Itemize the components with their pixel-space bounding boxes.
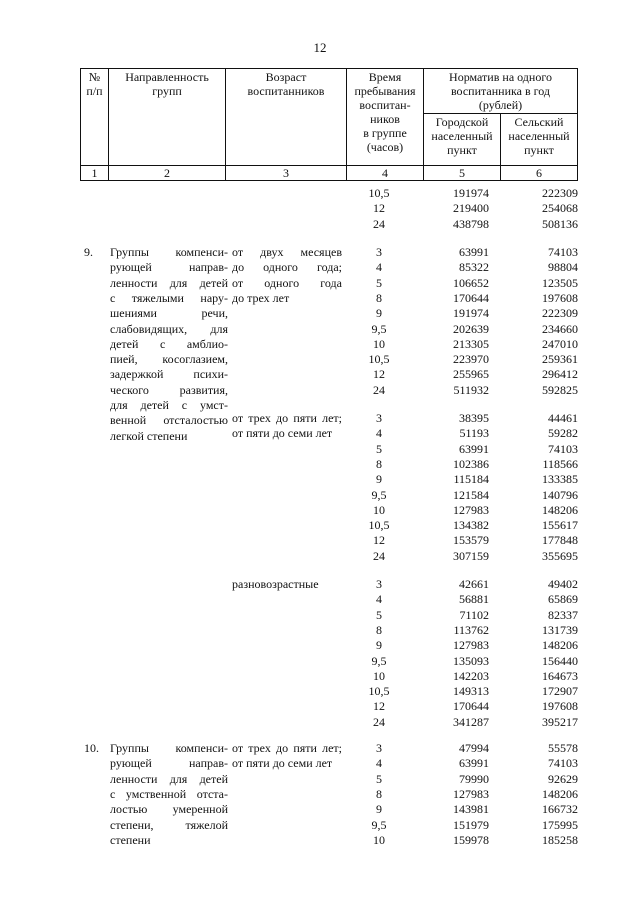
age-group-line: от трех до пяти лет; <box>232 411 342 425</box>
rural-norm-cell: 118566 <box>542 456 578 471</box>
urban-norm-cell: 71102 <box>459 607 489 622</box>
header-col-number: № п/п <box>81 69 109 166</box>
rural-norm-cell: 74103 <box>548 756 578 771</box>
age-group-line: от пяти до семи лет <box>232 426 333 441</box>
stay-hours-cell: 12 <box>373 201 385 216</box>
rural-norm-cell: 166732 <box>542 802 578 817</box>
rural-norm-cell: 395217 <box>542 714 578 729</box>
stay-hours-cell: 12 <box>373 367 385 382</box>
header-col-age: Возраст воспитанников <box>226 69 347 166</box>
urban-norm-cell: 307159 <box>453 548 489 563</box>
stay-hours-cell: 9,5 <box>371 487 387 502</box>
rural-norm-cell: 65869 <box>548 592 578 607</box>
urban-norm-cell: 142203 <box>453 668 489 683</box>
group-direction-line: пией, косоглазием, <box>110 352 228 367</box>
rural-norm-cell: 131739 <box>542 622 578 637</box>
urban-norm-cell: 115184 <box>453 472 489 487</box>
stay-hours-cell: 10,5 <box>368 684 390 699</box>
group-direction-line: рующей направ- <box>110 260 228 275</box>
rural-norm-cell: 74103 <box>548 441 578 456</box>
group-direction-line: венной отсталостью <box>110 413 228 428</box>
urban-norm-cell: 127983 <box>453 638 489 653</box>
page-number: 12 <box>313 40 327 55</box>
age-group-line: разновозрастные <box>232 577 319 591</box>
stay-hours-cell: 9,5 <box>371 321 387 336</box>
rural-norm-cell: 222309 <box>542 306 578 321</box>
stay-hours-cell: 5 <box>376 771 382 786</box>
group-direction-line: задержкой психи- <box>110 367 228 382</box>
urban-norm-cell: 85322 <box>459 260 489 275</box>
urban-norm-cell: 121584 <box>453 487 489 502</box>
rural-norm-cell: 197608 <box>542 290 578 305</box>
rural-norm-cell: 148206 <box>542 502 578 517</box>
urban-norm-cell: 191974 <box>453 186 489 200</box>
urban-norm-cell: 153579 <box>453 533 489 548</box>
rural-norm-cell: 592825 <box>542 382 578 397</box>
rural-norm-cell: 123505 <box>542 275 578 290</box>
stay-hours-cell: 8 <box>376 786 382 801</box>
stay-hours-cell: 10 <box>373 832 385 847</box>
stay-hours-cell: 9 <box>376 472 382 487</box>
stay-hours-cell: 8 <box>376 622 382 637</box>
stay-hours-cell: 10 <box>373 502 385 517</box>
stay-hours-cell: 5 <box>376 607 382 622</box>
group-direction-line: степени <box>110 832 151 847</box>
rural-norm-cell: 177848 <box>542 533 578 548</box>
stay-hours-cell: 12 <box>373 533 385 548</box>
urban-norm-cell: 102386 <box>453 456 489 471</box>
header-col-urban: Городской населенный пункт <box>424 114 501 166</box>
rural-norm-cell: 55578 <box>548 741 578 755</box>
rural-norm-cell: 59282 <box>548 426 578 441</box>
age-group-line: от одного года <box>232 275 342 290</box>
stay-hours-cell: 10,5 <box>368 352 390 367</box>
group-direction-line: ленности для детей <box>110 275 228 290</box>
header-col-rural: Сельский населенный пункт <box>501 114 578 166</box>
rural-norm-cell: 175995 <box>542 817 578 832</box>
urban-norm-cell: 113762 <box>453 622 489 637</box>
rural-norm-cell: 259361 <box>542 352 578 367</box>
group-direction-line: степени, тяжелой <box>110 817 228 832</box>
urban-norm-cell: 42661 <box>459 577 489 591</box>
rural-norm-cell: 92629 <box>548 771 578 786</box>
group-direction-line: слабовидящих, для <box>110 321 228 336</box>
rural-norm-cell: 49402 <box>548 577 578 591</box>
header-norm: Норматив на одного воспитанника в год (рублей) <box>424 69 578 114</box>
group-direction-line: легкой степени <box>110 428 188 443</box>
stay-hours-cell: 4 <box>376 260 382 275</box>
rural-norm-cell: 222309 <box>542 186 578 200</box>
rural-norm-cell: 148206 <box>542 786 578 801</box>
group-direction-line: детей с амблио- <box>110 336 228 351</box>
stay-hours-cell: 4 <box>376 756 382 771</box>
urban-norm-cell: 143981 <box>453 802 489 817</box>
group-direction-line: с умственной отста- <box>110 786 228 801</box>
urban-norm-cell: 151979 <box>453 817 489 832</box>
group-direction-line: ческого развития, <box>110 382 228 397</box>
urban-norm-cell: 106652 <box>453 275 489 290</box>
urban-norm-cell: 438798 <box>453 216 489 231</box>
stay-hours-cell: 9,5 <box>371 653 387 668</box>
urban-norm-cell: 56881 <box>459 592 489 607</box>
group-direction-line: рующей направ- <box>110 756 228 771</box>
header-col-time: Время пребывания воспитан- ников в группе (часов) <box>347 69 424 166</box>
stay-hours-cell: 9,5 <box>371 817 387 832</box>
stay-hours-cell: 4 <box>376 426 382 441</box>
stay-hours-cell: 10 <box>373 336 385 351</box>
stay-hours-cell: 3 <box>376 741 382 755</box>
rural-norm-cell: 164673 <box>542 668 578 683</box>
urban-norm-cell: 255965 <box>453 367 489 382</box>
group-number: 10. <box>84 741 99 755</box>
column-number-row: 1 2 3 4 5 6 <box>81 166 578 181</box>
stay-hours-cell: 10,5 <box>368 186 390 200</box>
stay-hours-cell: 3 <box>376 245 382 259</box>
urban-norm-cell: 170644 <box>453 290 489 305</box>
rural-norm-cell: 155617 <box>542 518 578 533</box>
stay-hours-cell: 24 <box>373 382 385 397</box>
urban-norm-cell: 191974 <box>453 306 489 321</box>
urban-norm-cell: 63991 <box>459 756 489 771</box>
group-direction-line: с тяжелыми нару- <box>110 290 228 305</box>
age-group-line: от пяти до семи лет <box>232 756 333 771</box>
stay-hours-cell: 8 <box>376 456 382 471</box>
rural-norm-cell: 140796 <box>542 487 578 502</box>
rural-norm-cell: 296412 <box>542 367 578 382</box>
group-direction-line: шениями речи, <box>110 306 228 321</box>
rural-norm-cell: 508136 <box>542 216 578 231</box>
stay-hours-cell: 24 <box>373 548 385 563</box>
rural-norm-cell: 254068 <box>542 201 578 216</box>
stay-hours-cell: 12 <box>373 699 385 714</box>
rural-norm-cell: 156440 <box>542 653 578 668</box>
urban-norm-cell: 219400 <box>453 201 489 216</box>
urban-norm-cell: 135093 <box>453 653 489 668</box>
stay-hours-cell: 8 <box>376 290 382 305</box>
group-direction-line: Группы компенси- <box>110 741 228 755</box>
stay-hours-cell: 10 <box>373 668 385 683</box>
group-direction-line: лостью умеренной <box>110 802 228 817</box>
stay-hours-cell: 10,5 <box>368 518 390 533</box>
age-group-line: до трех лет <box>232 290 290 305</box>
urban-norm-cell: 79990 <box>459 771 489 786</box>
rural-norm-cell: 44461 <box>548 411 578 425</box>
rural-norm-cell: 82337 <box>548 607 578 622</box>
urban-norm-cell: 341287 <box>453 714 489 729</box>
urban-norm-cell: 149313 <box>453 684 489 699</box>
group-direction-line: Группы компенси- <box>110 245 228 259</box>
urban-norm-cell: 47994 <box>459 741 489 755</box>
group-direction-line: ленности для детей <box>110 771 228 786</box>
group-number: 9. <box>84 245 93 259</box>
rural-norm-cell: 74103 <box>548 245 578 259</box>
header-col-direction: Направленность групп <box>109 69 226 166</box>
stay-hours-cell: 24 <box>373 714 385 729</box>
rural-norm-cell: 133385 <box>542 472 578 487</box>
rural-norm-cell: 148206 <box>542 638 578 653</box>
stay-hours-cell: 4 <box>376 592 382 607</box>
age-group-line: до одного года; <box>232 260 342 275</box>
urban-norm-cell: 51193 <box>459 426 489 441</box>
stay-hours-cell: 24 <box>373 216 385 231</box>
stay-hours-cell: 9 <box>376 638 382 653</box>
rural-norm-cell: 197608 <box>542 699 578 714</box>
urban-norm-cell: 202639 <box>453 321 489 336</box>
urban-norm-cell: 38395 <box>459 411 489 425</box>
stay-hours-cell: 3 <box>376 411 382 425</box>
urban-norm-cell: 159978 <box>453 832 489 847</box>
urban-norm-cell: 63991 <box>459 245 489 259</box>
age-group-line: от двух месяцев <box>232 245 342 259</box>
urban-norm-cell: 134382 <box>453 518 489 533</box>
stay-hours-cell: 9 <box>376 306 382 321</box>
urban-norm-cell: 511932 <box>453 382 489 397</box>
rural-norm-cell: 234660 <box>542 321 578 336</box>
age-group-line: от трех до пяти лет; <box>232 741 342 755</box>
urban-norm-cell: 213305 <box>453 336 489 351</box>
stay-hours-cell: 5 <box>376 441 382 456</box>
rural-norm-cell: 355695 <box>542 548 578 563</box>
rural-norm-cell: 172907 <box>542 684 578 699</box>
urban-norm-cell: 63991 <box>459 441 489 456</box>
urban-norm-cell: 170644 <box>453 699 489 714</box>
urban-norm-cell: 127983 <box>453 502 489 517</box>
urban-norm-cell: 127983 <box>453 786 489 801</box>
rural-norm-cell: 185258 <box>542 832 578 847</box>
stay-hours-cell: 3 <box>376 577 382 591</box>
rural-norm-cell: 247010 <box>542 336 578 351</box>
group-direction-line: для детей с умст- <box>110 398 228 412</box>
table-header <box>80 68 578 181</box>
stay-hours-cell: 9 <box>376 802 382 817</box>
urban-norm-cell: 223970 <box>453 352 489 367</box>
stay-hours-cell: 5 <box>376 275 382 290</box>
rural-norm-cell: 98804 <box>548 260 578 275</box>
